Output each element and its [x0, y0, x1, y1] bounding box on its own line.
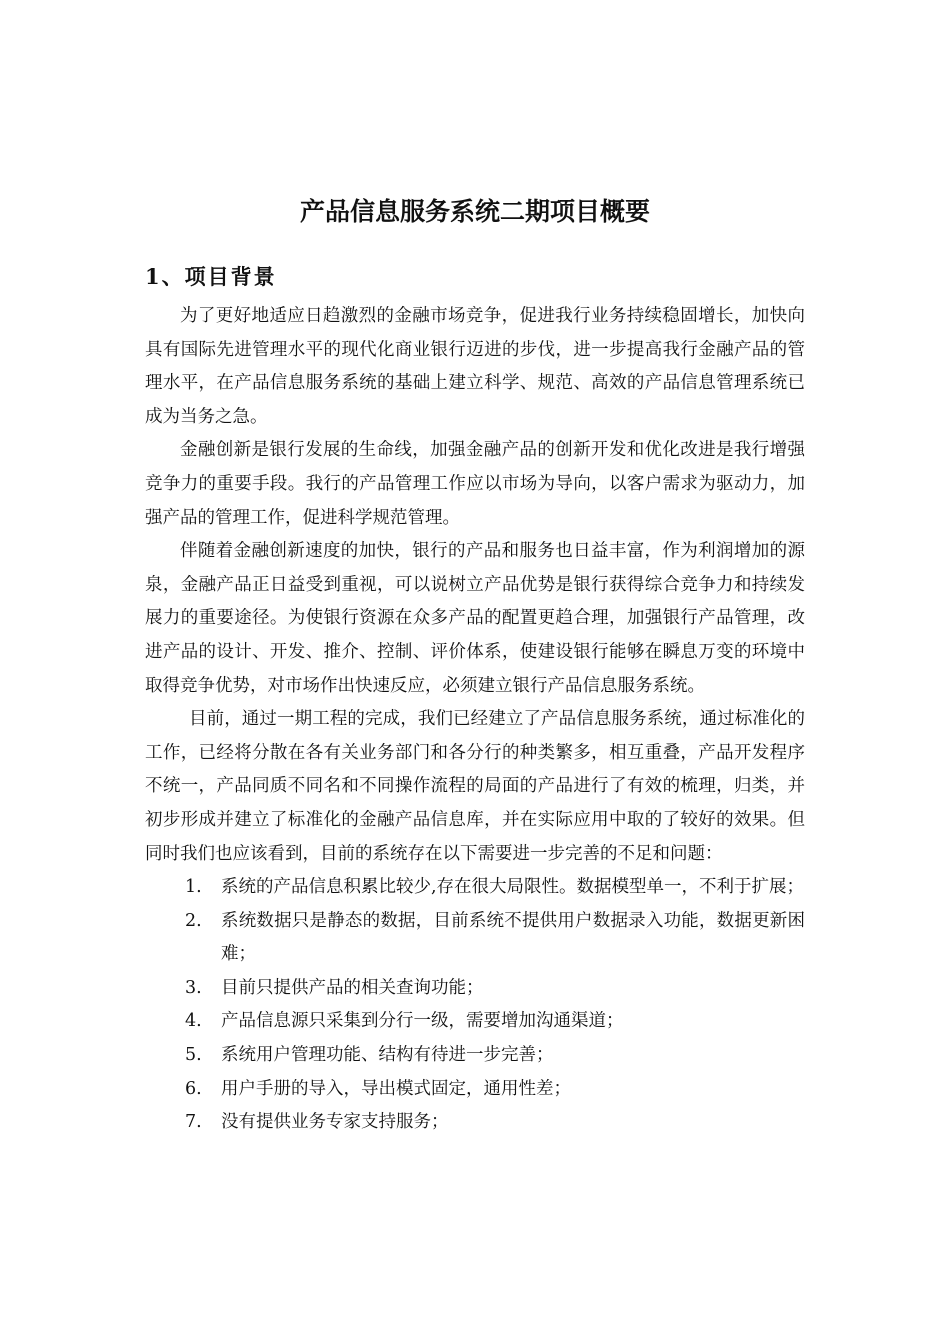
list-item-text: 系统的产品信息积累比较少,存在很大局限性。数据模型单一，不利于扩展；	[221, 877, 805, 898]
list-item-number: 3.	[185, 977, 202, 998]
list-item-number: 2.	[185, 910, 202, 931]
list-item	[145, 871, 805, 905]
list-item-text: 用户手册的导入，导出模式固定，通用性差；	[221, 1078, 571, 1099]
list-item-text: 产品信息源只采集到分行一级，需要增加沟通渠道；	[221, 1011, 624, 1032]
section-heading-background: 1、项目背景	[145, 264, 277, 289]
list-item	[145, 1039, 805, 1073]
list-item-number: 5.	[185, 1045, 202, 1066]
list-item	[145, 1073, 805, 1107]
list-item	[145, 972, 805, 1006]
list-item-text: 目前只提供产品的相关查询功能；	[221, 977, 484, 998]
document-body	[145, 300, 805, 1140]
paragraph: 为了更好地适应日趋激烈的金融市场竞争，促进我行业务持续稳固增长，加快向具有国际先进管理水平的现代化商业银行迈进的步伐，进一步提高我行金融产品的管理水平，在产品信息服务系统的基础上建立科学、规范、高效的产品信息管理系统已成为当务之急。	[145, 306, 805, 427]
list-item	[145, 905, 805, 972]
paragraph: 金融创新是银行发展的生命线，加强金融产品的创新开发和优化改进是我行增强竞争力的重要手段。我行的产品管理工作应以市场为导向，以客户需求为驱动力，加强产品的管理工作，促进科学规范管理。	[145, 440, 805, 528]
list-item-number: 7.	[185, 1112, 202, 1133]
issues-list	[145, 871, 805, 1140]
list-item-text: 系统用户管理功能、结构有待进一步完善；	[221, 1045, 554, 1066]
list-item-number: 4.	[185, 1011, 202, 1032]
list-item	[145, 1005, 805, 1039]
paragraph: 伴随着金融创新速度的加快，银行的产品和服务也日益丰富，作为利润增加的源泉，金融产品正日益受到重视，可以说树立产品优势是银行获得综合竞争力和持续发展力的重要途径。为使银行资源在众多产品的配置更趋合理，加强银行产品管理，改进产品的设计、开发、推介、控制、评价体系，使建设银行能够在瞬息万变的环境中取得竞争优势，对市场作出快速反应，必须建立银行产品信息服务系统。	[145, 541, 805, 696]
document-title: 产品信息服务系统二期项目概要	[299, 197, 650, 226]
paragraph: 目前，通过一期工程的完成，我们已经建立了产品信息服务系统，通过标准化的工作，已经将分散在各有关业务部门和各分行的种类繁多，相互重叠，产品开发程序不统一，产品同质不同名和不同操作流程的局面的产品进行了有效的梳理，归类，并初步形成并建立了标准化的金融产品信息库，并在实际应用中取的了较好的效果。但同时我们也应该看到，目前的系统存在以下需要进一步完善的不足和问题：	[145, 709, 805, 864]
list-item	[145, 1106, 805, 1140]
list-item-number: 1.	[185, 877, 202, 898]
list-item-text: 没有提供业务专家支持服务；	[221, 1112, 449, 1133]
list-item-number: 6.	[185, 1078, 202, 1099]
list-item-text: 系统数据只是静态的数据，目前系统不提供用户数据录入功能，数据更新困难；	[221, 910, 805, 965]
